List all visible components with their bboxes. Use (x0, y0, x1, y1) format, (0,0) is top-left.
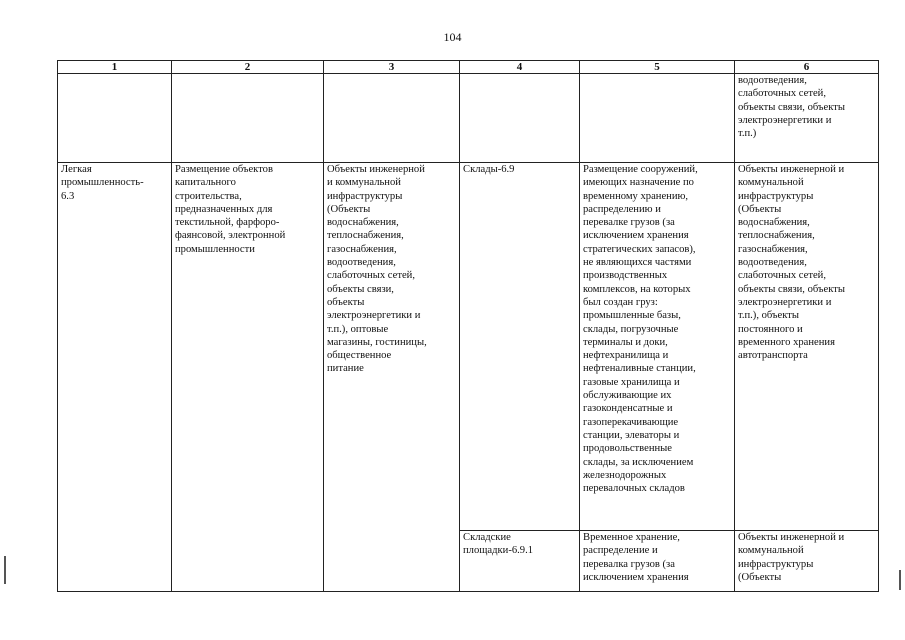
text-line: площадки-6.9.1 (463, 545, 534, 557)
column-header-4: 4 (460, 61, 580, 74)
text-line: постоянного и (738, 323, 803, 335)
text-line: т.п.), оптовые (327, 323, 389, 335)
text-line: продовольственные (583, 443, 672, 455)
text-line: электроэнергетики и (738, 114, 832, 126)
text-line: инфраструктуры (738, 190, 814, 202)
text-line: и коммунальной (327, 177, 401, 189)
text-line: инфраструктуры (327, 190, 403, 202)
text-line: (Объекты (327, 203, 371, 215)
text-line: промышленности (175, 243, 255, 255)
text-line: газоснабжения, (327, 243, 397, 255)
text-line: слаботочных сетей, (738, 270, 826, 282)
text-line: водоотведения, (738, 257, 807, 269)
text-line: слаботочных сетей, (327, 270, 415, 282)
text-line: газоконденсатные и (583, 403, 673, 415)
text-line: т.п.), объекты (738, 310, 799, 322)
text-line: водоснабжения, (738, 217, 810, 229)
text-line: предназначенных для (175, 203, 273, 215)
text-line: коммунальной (738, 545, 804, 557)
text-line: стратегических запасов), (583, 243, 696, 255)
text-line: временному хранению, (583, 190, 689, 202)
table-row-continuation (58, 74, 879, 163)
text-line: распределение и (583, 545, 658, 557)
column-header-6: 6 (735, 61, 879, 74)
text-line: (Объекты (738, 203, 782, 215)
text-line: Складские (463, 532, 511, 543)
cell-empty (580, 74, 735, 163)
text-line: водоснабжения, (327, 217, 399, 229)
cell-auxiliary-structures (735, 531, 879, 592)
text-line: промышленные базы, (583, 310, 681, 322)
text-line: газоперекачивающие (583, 416, 679, 428)
cell-continued-structures (735, 74, 879, 163)
cell-land-use-type (58, 163, 172, 592)
text-line: капитального (175, 177, 236, 189)
text-line: объекты связи, объекты (738, 283, 845, 295)
text-line: водоотведения, (327, 257, 396, 269)
cell-allowed-structures (324, 163, 460, 592)
column-header-2: 2 (172, 61, 324, 74)
text-line: газовые хранилища и (583, 376, 680, 388)
text-line: временного хранения (738, 336, 835, 348)
cell-auxiliary-use-description (580, 531, 735, 592)
text-line: железнодорожных (583, 469, 667, 481)
text-line: теплоснабжения, (738, 230, 815, 242)
text-line: имеющих назначение по (583, 177, 694, 189)
text-line: станции, элеваторы и (583, 429, 680, 441)
text-line: склады, погрузочные (583, 323, 679, 335)
text-line: питание (327, 363, 364, 375)
cell-empty (58, 74, 172, 163)
text-line: распределению и (583, 203, 661, 215)
text-line: Размещение объектов (175, 164, 273, 175)
text-line: объекты (327, 296, 365, 308)
text-line: Временное хранение, (583, 532, 680, 543)
text-line: терминалы и доки, (583, 336, 668, 348)
text-line: перевалка грузов (за (583, 558, 675, 570)
text-line: газоснабжения, (738, 243, 808, 255)
page-number: 104 (443, 30, 462, 44)
right-edge-mark (899, 570, 901, 590)
text-line: нефтеналивные станции, (583, 363, 696, 375)
text-line: обслуживающие их (583, 390, 672, 402)
text-line: магазины, гостиницы, (327, 336, 427, 348)
header-row (58, 61, 879, 74)
text-line: автотранспорта (738, 350, 808, 362)
text-line: перевалке грузов (за (583, 217, 675, 229)
text-line: комплексов, на которых (583, 283, 691, 295)
text-line: слаботочных сетей, (738, 88, 826, 100)
text-line: объекты связи, (327, 283, 394, 295)
text-line: фаянсовой, электронной (175, 230, 286, 242)
text-line: инфраструктуры (738, 558, 814, 570)
text-line: строительства, (175, 190, 242, 202)
cell-auxiliary-use-description (580, 163, 735, 531)
text-line: Объекты инженерной и (738, 164, 845, 175)
column-header-1: 1 (58, 61, 172, 74)
text-line: коммунальной (738, 177, 804, 189)
text-line: т.п.) (738, 128, 757, 140)
text-line: электроэнергетики и (327, 310, 421, 322)
cell-auxiliary-use-type (460, 163, 580, 531)
text-line: объекты связи, объекты (738, 101, 845, 113)
text-line: Размещение сооружений, (583, 164, 698, 175)
text-line: не являющихся частями (583, 257, 692, 269)
text-line: Склады-6.9 (463, 164, 515, 175)
text-line: текстильной, фарфоро- (175, 217, 280, 229)
text-line: склады, за исключением (583, 456, 694, 468)
text-line: Объекты инженерной и (738, 532, 845, 543)
text-line: теплоснабжения, (327, 230, 404, 242)
cell-empty (460, 74, 580, 163)
column-header-3: 3 (324, 61, 460, 74)
cell-auxiliary-use-type (460, 531, 580, 592)
text-line: нефтехранилища и (583, 350, 669, 362)
table-row-light-industry (58, 163, 879, 531)
cell-empty (324, 74, 460, 163)
text-line: перевалочных складов (583, 483, 685, 495)
text-line: исключением хранения (583, 571, 689, 583)
text-line: 6.3 (61, 190, 75, 202)
text-line: Легкая (61, 164, 92, 175)
cell-auxiliary-structures (735, 163, 879, 531)
text-line: был создан груз: (583, 296, 658, 308)
text-line: производственных (583, 270, 668, 282)
text-line: исключением хранения (583, 230, 689, 242)
column-header-5: 5 (580, 61, 735, 74)
text-line: Объекты инженерной (327, 164, 425, 175)
text-line: (Объекты (738, 571, 782, 583)
text-line: промышленность- (61, 177, 144, 189)
text-line: электроэнергетики и (738, 296, 832, 308)
land-use-table (57, 60, 879, 592)
text-line: водоотведения, (738, 75, 807, 86)
cell-empty (172, 74, 324, 163)
left-edge-mark (4, 556, 6, 584)
cell-land-use-description (172, 163, 324, 592)
text-line: общественное (327, 350, 392, 362)
